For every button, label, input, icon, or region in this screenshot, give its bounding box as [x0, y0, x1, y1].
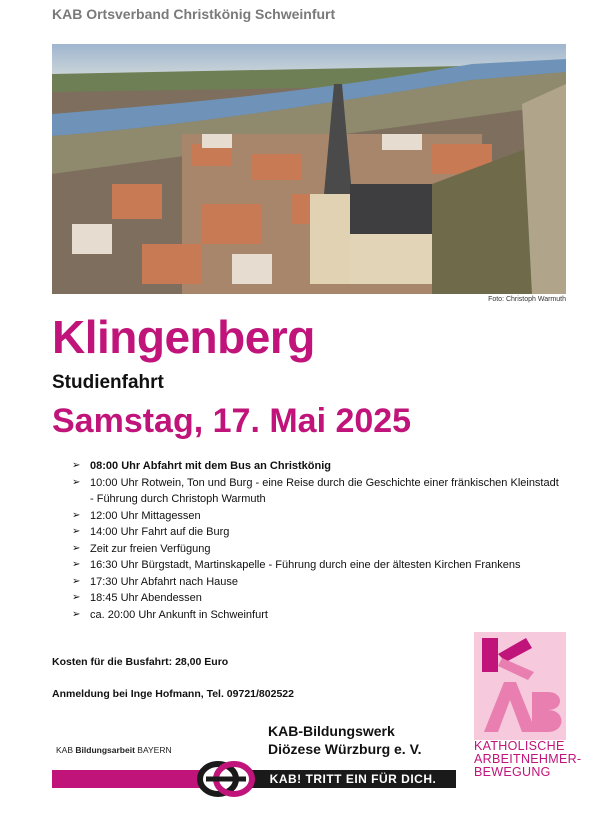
event-subtitle: Studienfahrt	[52, 372, 164, 393]
kab-logo-text	[474, 739, 582, 779]
program-item-text: 08:00 Uhr Abfahrt mit dem Bus an Christkönig	[90, 460, 332, 472]
program-item-text: 18:45 Uhr Abendessen	[90, 592, 202, 604]
list-item	[72, 475, 562, 508]
kab-bayern-suffix: BAYERN	[137, 745, 172, 755]
program-item-text: ca. 20:00 Uhr Ankunft in Schweinfurt	[90, 608, 268, 621]
slogan-bar: KAB! TRITT EIN FÜR DICH.	[250, 770, 456, 788]
program-item-text: Zeit zur freien Verfügung	[90, 542, 211, 555]
list-item	[72, 607, 562, 624]
list-item	[72, 524, 562, 541]
arrow-right-icon: ➢	[72, 476, 81, 488]
arrow-right-icon: ➢	[72, 592, 81, 603]
arrow-right-icon: ➢	[72, 526, 81, 537]
list-item	[72, 574, 562, 591]
kab-bayern-logo	[56, 745, 172, 755]
arrow-right-icon: ➢	[72, 509, 81, 521]
arrow-right-icon: ➢	[72, 559, 81, 570]
arrow-right-icon: ➢	[72, 575, 81, 587]
list-item	[72, 458, 562, 475]
program-item-text: 14:00 Uhr Fahrt auf die Burg	[90, 526, 230, 538]
kab-logo-line3: BEWEGUNG	[474, 765, 551, 779]
organization-header: KAB Ortsverband Christkönig Schweinfurt	[52, 6, 336, 22]
event-title: Klingenberg	[52, 311, 315, 363]
kab-bayern-prefix: KAB	[56, 745, 74, 755]
list-item	[72, 508, 562, 525]
arrow-right-icon: ➢	[72, 542, 81, 554]
list-item	[72, 590, 562, 607]
event-date: Samstag, 17. Mai 2025	[52, 402, 412, 440]
program-list	[72, 458, 562, 623]
signup-info: Anmeldung bei Inge Hofmann, Tel. 09721/802522	[52, 688, 294, 700]
photo-credit: Foto: Christoph Warmuth	[488, 296, 566, 303]
bildungswerk-block	[268, 722, 422, 758]
kab-logo-line1: KATHOLISCHE	[474, 739, 565, 753]
program-item-text: 10:00 Uhr Rotwein, Ton und Burg - eine Reise durch die Geschichte einer fränkischen Kleinstadt - Führung durch Christoph Warmuth	[90, 476, 559, 505]
slogan-bar-accent	[52, 770, 208, 788]
arrow-right-icon: ➢	[72, 460, 81, 471]
program-item-text: 17:30 Uhr Abfahrt nach Hause	[90, 575, 238, 588]
kab-bayern-bold: Bildungsarbeit	[75, 745, 135, 755]
kab-logo-line2: ARBEITNEHMER-	[474, 752, 582, 766]
arrow-right-icon: ➢	[72, 608, 81, 620]
program-item-text: 12:00 Uhr Mittagessen	[90, 509, 201, 522]
bildungswerk-line1: KAB-Bildungswerk	[268, 723, 395, 739]
town-photo	[52, 44, 566, 294]
program-item-text: 16:30 Uhr Bürgstadt, Martinskapelle - Führung durch eine der ältesten Kirchen Frankens	[90, 559, 521, 571]
bildungswerk-line2: Diözese Würzburg e. V.	[268, 741, 422, 757]
list-item	[72, 541, 562, 558]
costs-info: Kosten für die Busfahrt: 28,00 Euro	[52, 656, 229, 668]
list-item	[72, 557, 562, 574]
knot-logo-icon	[196, 760, 256, 798]
kab-logo-icon	[474, 632, 566, 740]
